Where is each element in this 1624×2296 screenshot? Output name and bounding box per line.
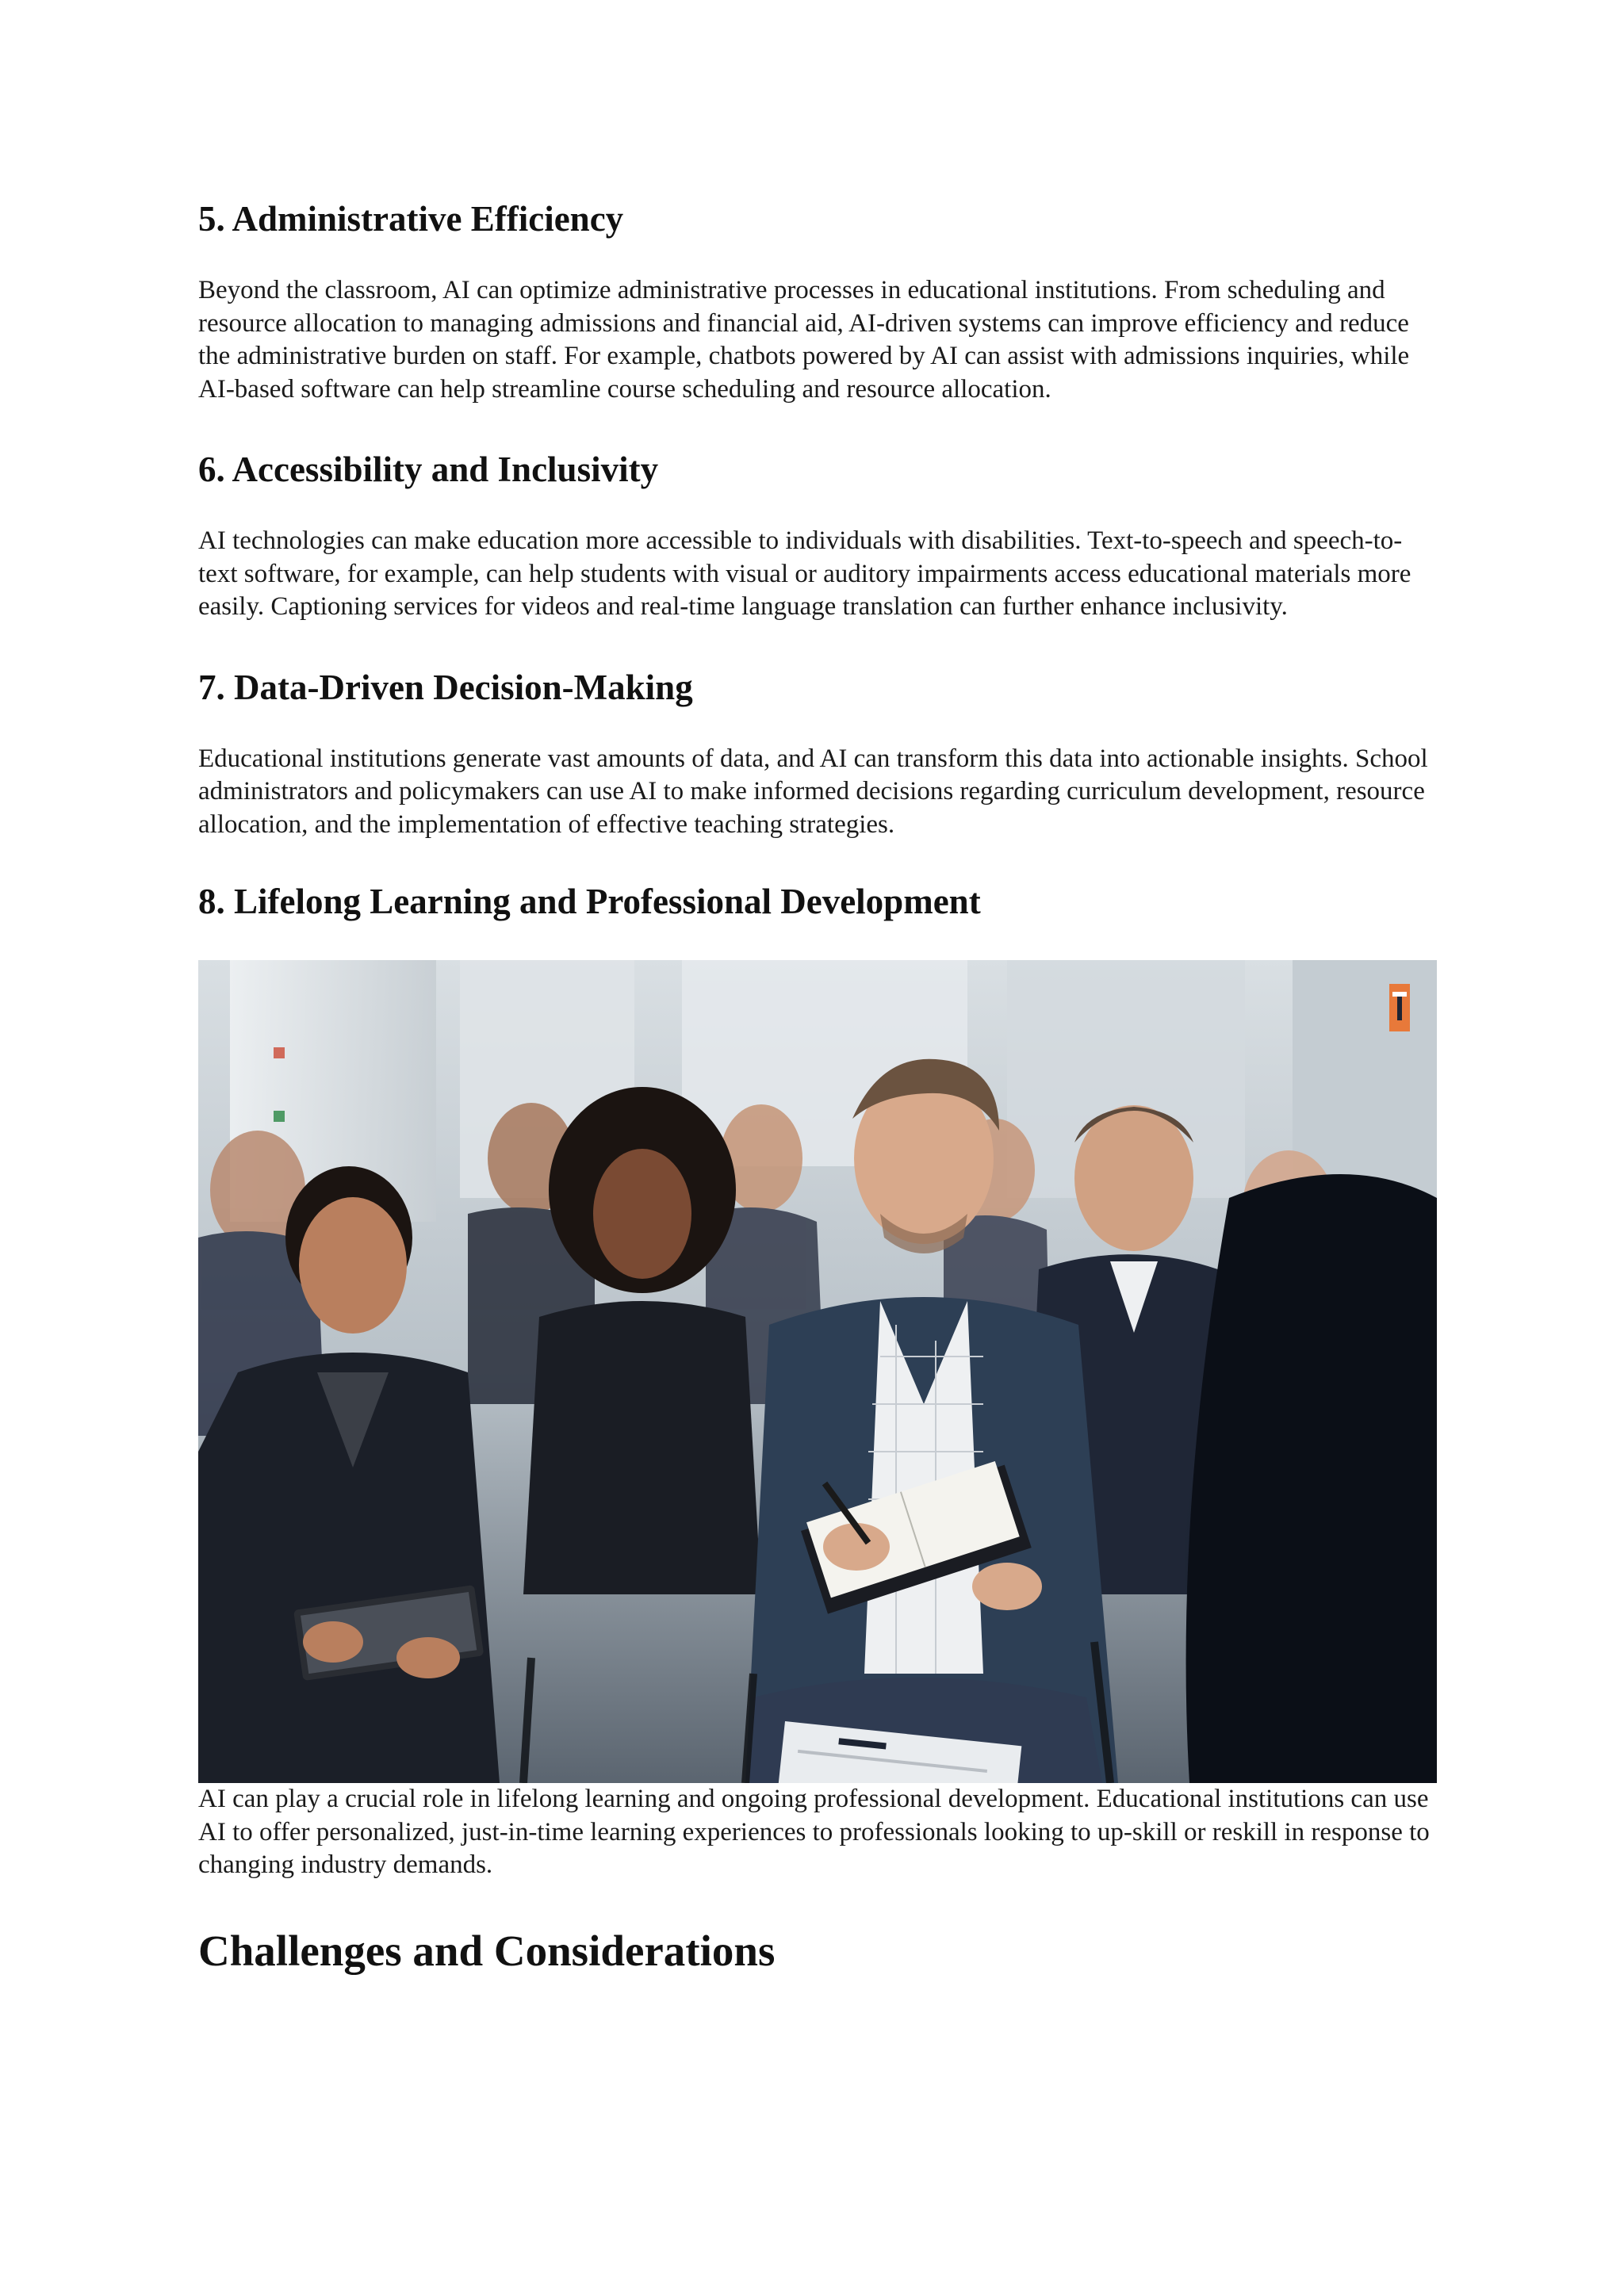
- section-body-accessibility-inclusivity: AI technologies can make education more accessible to individuals with disabilities. Text-to-speech and speech-to-text software, for example, can help students with visual or auditory impairments access educational materials more easily. Captioning services for videos and real-time language translation can further enhance inclusivity.: [198, 526, 1411, 621]
- section-heading-administrative-efficiency: 5. Administrative Efficiency: [198, 199, 624, 239]
- section-body-data-driven-decision-making: Educational institutions generate vast amounts of data, and AI can transform this data into actionable insights. School administrators and policymakers can use AI to make informed decisions regarding curriculum development, resource allocation, and the implementation of effective teaching strategies.: [198, 744, 1428, 839]
- section-heading-data-driven-decision-making: 7. Data-Driven Decision-Making: [198, 667, 693, 707]
- section-heading-accessibility-inclusivity: 6. Accessibility and Inclusivity: [198, 450, 659, 489]
- section-heading-lifelong-learning: 8. Lifelong Learning and Professional Development: [198, 882, 981, 921]
- section-body-lifelong-learning: AI can play a crucial role in lifelong learning and ongoing professional development. Educational institutions can use AI to offer personalized, just-in-time learning experiences to professionals looking to up-skill or reskill in response to changing industry demands.: [198, 1785, 1430, 1879]
- document-content: [198, 197, 1435, 1977]
- seminar-audience-photo: [198, 960, 1437, 1783]
- section-heading-challenges-considerations: Challenges and Considerations: [198, 1926, 776, 1975]
- watermark-logo: [1389, 984, 1410, 1031]
- section-body-administrative-efficiency: Beyond the classroom, AI can optimize administrative processes in educational institutions. From scheduling and resource allocation to managing admissions and financial aid, AI-driven systems can improve efficiency and reduce the administrative burden on staff. For example, chatbots powered by AI can assist with admissions inquiries, while AI-based software can help streamline course scheduling and resource allocation.: [198, 276, 1410, 404]
